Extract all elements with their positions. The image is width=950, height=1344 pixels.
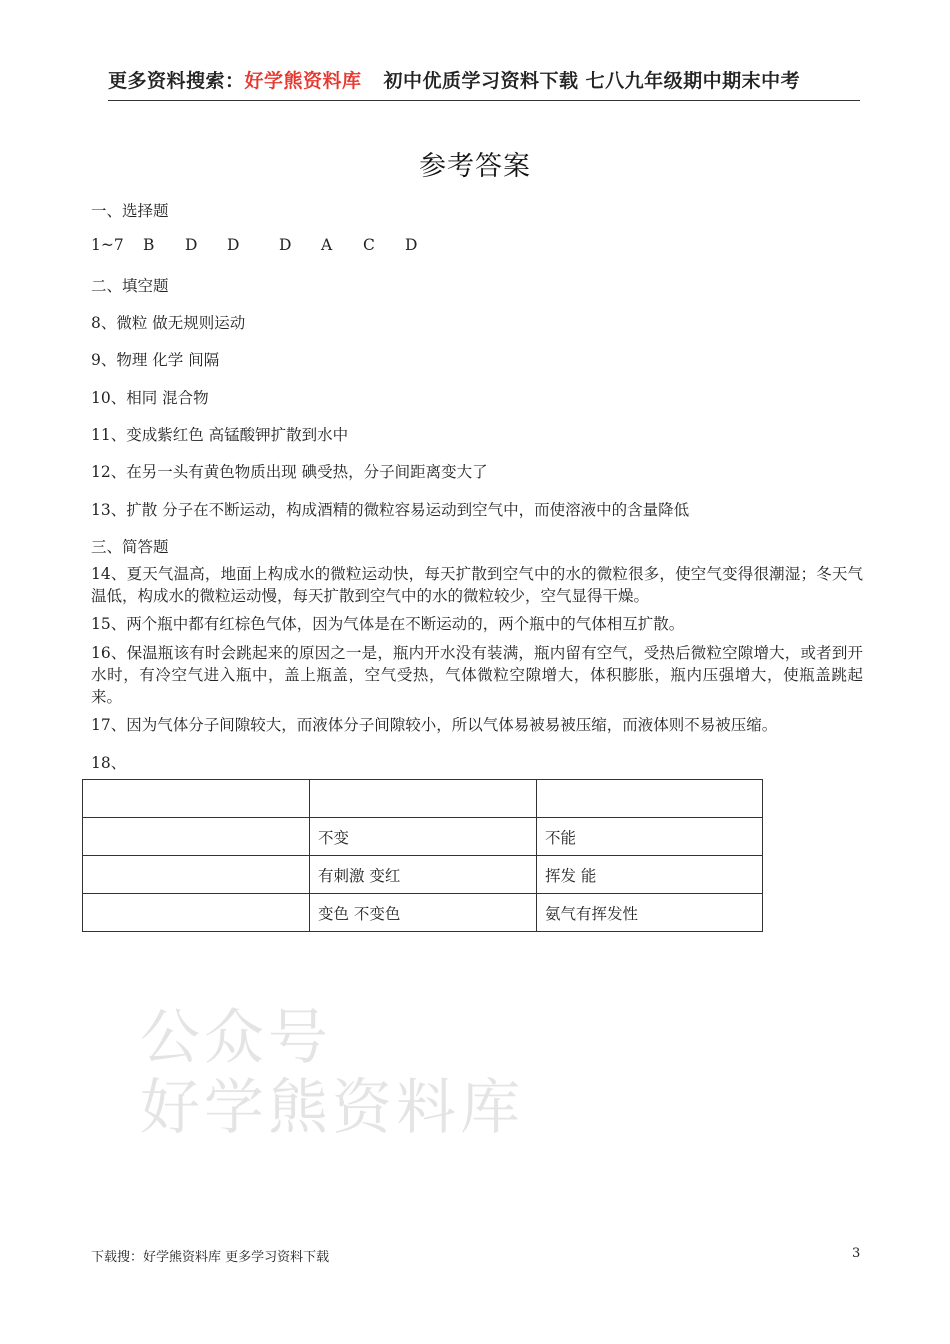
header-brand: 好学熊资料库 <box>244 70 362 92</box>
page-title: 参考答案 <box>419 151 531 182</box>
fill-answer-8: 8、微粒 做无规则运动 <box>91 314 246 332</box>
short-answer-15: 15、两个瓶中都有红棕色气体，因为气体是在不断运动的，两个瓶中的气体相互扩散。 <box>91 615 685 633</box>
page-number: 3 <box>852 1246 861 1261</box>
header-tagline: 初中优质学习资料下载 七八九年级期中期末中考 <box>383 70 801 92</box>
watermark-line2: 好学熊资料库 <box>140 1073 524 1143</box>
choice-answer: D <box>185 236 198 254</box>
section3-heading: 三、简答题 <box>91 538 169 556</box>
footer-text: 下载搜：好学熊资料库 更多学习资料下载 <box>91 1250 330 1265</box>
section2-heading: 二、填空题 <box>91 277 169 295</box>
choice-answer: A <box>321 236 333 254</box>
short-answer-16: 16、保温瓶该有时会跳起来的原因之一是，瓶内开水没有装满，瓶内留有空气，受热后微粒空隙增大，或者到开水时，有冷空气进入瓶中，盖上瓶盖，空气受热，气体微粒空隙增大，体积膨胀，瓶内压强增大，使瓶盖跳起来。 <box>91 644 863 706</box>
table-cell <box>83 780 310 818</box>
choice-answers <box>91 236 417 254</box>
table-cell: 有刺激 变红 <box>310 856 537 894</box>
fill-answer-10: 10、相同 混合物 <box>91 389 209 407</box>
header-banner <box>108 66 860 101</box>
table-cell: 不能 <box>537 818 763 856</box>
choice-answer: C <box>363 236 375 254</box>
choice-answer: D <box>405 236 418 254</box>
answer-table <box>82 779 763 932</box>
question-18-label: 18、 <box>91 754 127 772</box>
choice-answer: B <box>143 236 155 254</box>
table-row <box>83 856 763 894</box>
table-cell <box>83 894 310 932</box>
section1-heading: 一、选择题 <box>91 202 169 220</box>
table-cell <box>537 780 763 818</box>
choice-answer: D <box>227 236 240 254</box>
choice-range: 1~7 <box>91 236 124 254</box>
table-cell <box>83 856 310 894</box>
table-cell: 变色 不变色 <box>310 894 537 932</box>
watermark-line1: 公众号 <box>140 1003 332 1073</box>
fill-answer-13: 13、扩散 分子在不断运动，构成酒精的微粒容易运动到空气中，而使溶液中的含量降低 <box>91 501 690 519</box>
fill-answer-11: 11、变成紫红色 高锰酸钾扩散到水中 <box>91 426 349 444</box>
fill-answer-9: 9、物理 化学 间隔 <box>91 351 220 369</box>
table-cell: 氨气有挥发性 <box>537 894 763 932</box>
fill-answer-12: 12、在另一头有黄色物质出现 碘受热，分子间距离变大了 <box>91 463 488 481</box>
choice-answer: D <box>279 236 292 254</box>
short-answer-17: 17、因为气体分子间隙较大，而液体分子间隙较小，所以气体易被易被压缩，而液体则不易被压缩。 <box>91 716 778 734</box>
table-row <box>83 818 763 856</box>
table-cell <box>310 780 537 818</box>
short-answer-14: 14、夏天气温高，地面上构成水的微粒运动快，每天扩散到空气中的水的微粒很多，使空气变得很潮湿；冬天气温低，构成水的微粒运动慢，每天扩散到空气中的水的微粒较少，空气显得干燥。 <box>91 565 863 605</box>
table-row <box>83 894 763 932</box>
table-cell: 不变 <box>310 818 537 856</box>
header-search-label: 更多资料搜索： <box>108 70 245 92</box>
table-cell: 挥发 能 <box>537 856 763 894</box>
table-cell <box>83 818 310 856</box>
table-row <box>83 780 763 818</box>
